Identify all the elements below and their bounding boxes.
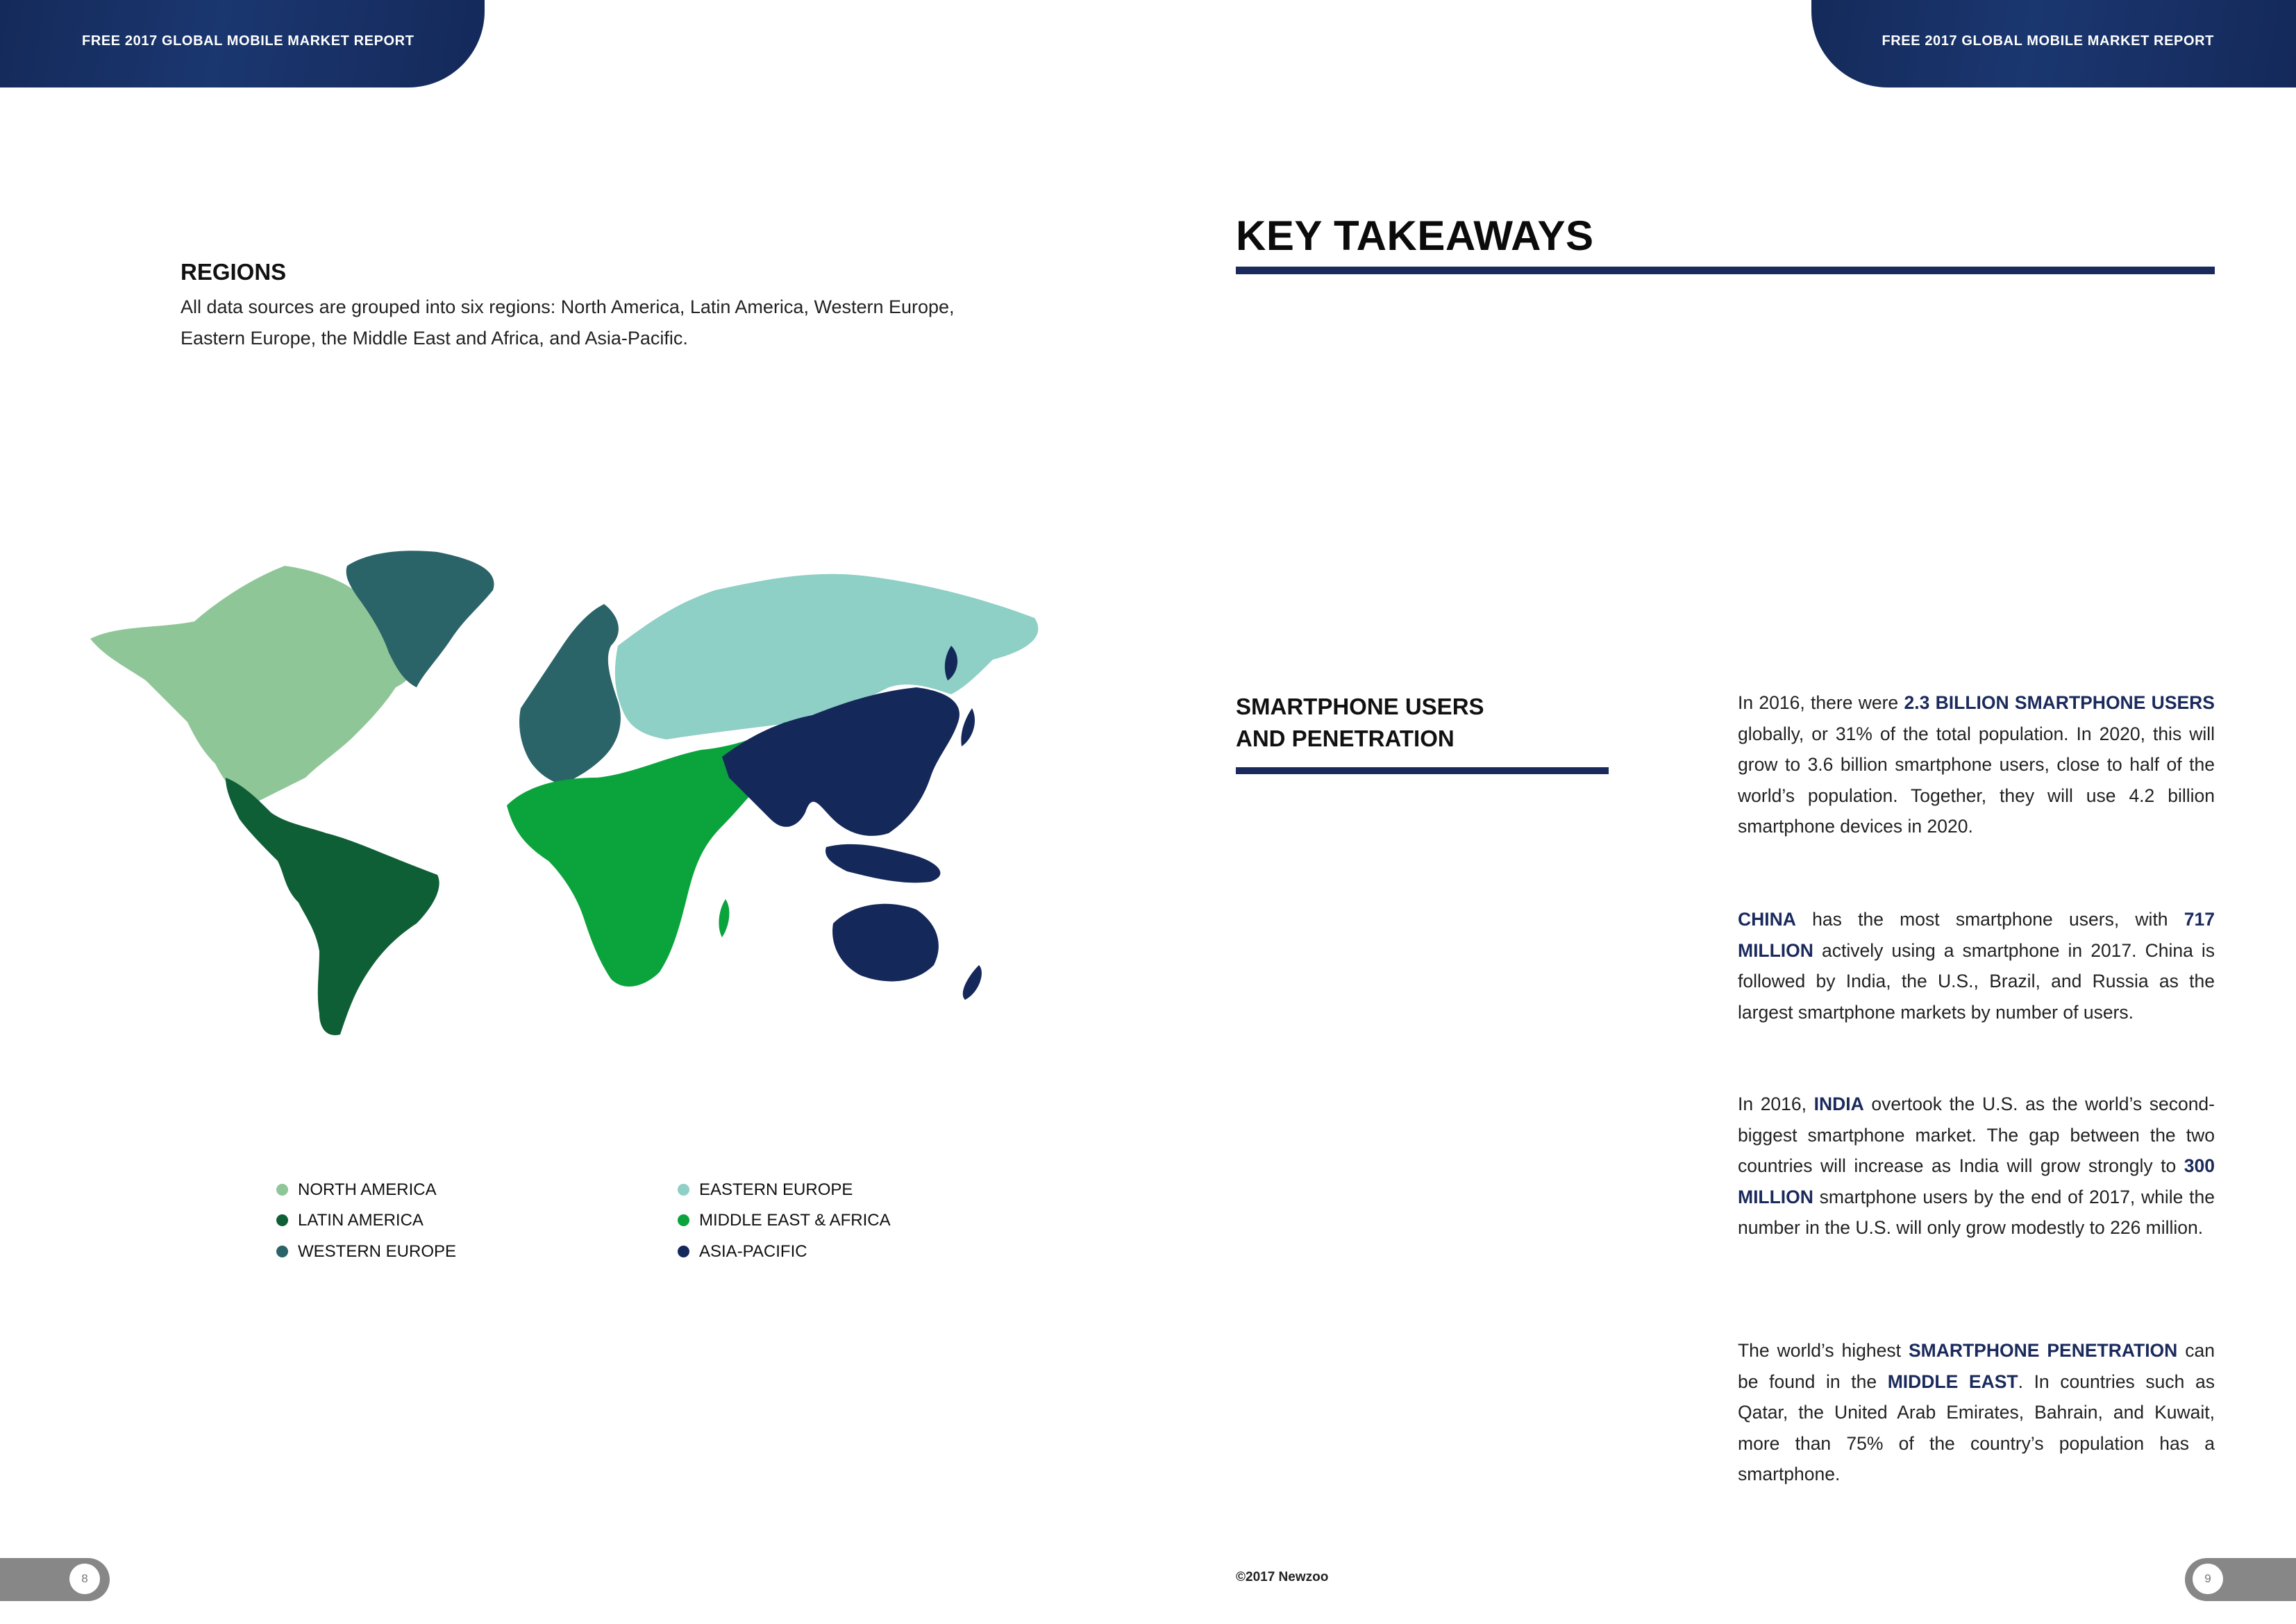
legend-dot	[276, 1246, 288, 1257]
paragraph-india: In 2016, INDIA overtook the U.S. as the world’s second-biggest smartphone market. The gap between the two countries will increase as India will grow strongly to 300 MILLION smartphone users by the end of 2017, while the number in the U.S. will only grow modestly to 226 million.	[1738, 1094, 2215, 1238]
section-title-line-1: SMARTPHONE USERS	[1236, 694, 1484, 719]
paragraph-china: CHINA has the most smartphone users, with 717 MILLION actively using a smartphone in 2017. China is followed by India, the U.S., Brazil, and Russia as the largest smartphone markets by number of users.	[1738, 909, 2215, 1023]
legend-item-latin-america: LATIN AMERICA	[276, 1211, 424, 1230]
section-title-line-2: AND PENETRATION	[1236, 726, 1455, 751]
title-divider	[1236, 267, 2215, 274]
highlight: SMARTPHONE PENETRATION	[1908, 1340, 2178, 1361]
key-takeaways-title: KEY TAKEAWAYS	[1236, 212, 1594, 259]
regions-description: All data sources are grouped into six regions: North America, Latin America, Western Europe, Eastern Europe, the Middle East and Africa, and Asia-Pacific.	[181, 296, 955, 349]
legend-dot	[678, 1184, 689, 1196]
legend-item-western-europe: WESTERN EUROPE	[276, 1242, 456, 1262]
highlight: 717 MILLION	[1738, 909, 2215, 961]
paragraph-middle-east: The world’s highest SMARTPHONE PENETRATION can be found in the MIDDLE EAST. In countries such as Qatar, the United Arab Emirates, Bahrain, and Kuwait, more than 75% of the country’s population has a smartphone.	[1738, 1340, 2215, 1484]
legend-dot	[276, 1184, 288, 1196]
legend-item-middle-east-africa: MIDDLE EAST & AFRICA	[678, 1211, 891, 1230]
header-tab-left	[0, 0, 485, 87]
map-western-europe	[519, 604, 621, 785]
legend-dot	[678, 1246, 689, 1257]
world-region-map	[76, 549, 1076, 1048]
header-tab-right	[1811, 0, 2296, 87]
legend-dot	[678, 1214, 689, 1226]
paragraph-smartphone-users: In 2016, there were 2.3 BILLION SMARTPHONE USERS globally, or 31% of the total population. In 2020, this will grow to 3.6 billion smartphone users, close to half of the world’s population. Together, they will use 4.2 billion smartphone devices in 2020.	[1738, 692, 2215, 837]
page-number-left: 8	[69, 1564, 100, 1594]
legend-item-eastern-europe: EASTERN EUROPE	[678, 1180, 853, 1200]
regions-title: REGIONS	[181, 259, 287, 285]
highlight: MIDDLE EAST	[1887, 1371, 2018, 1392]
header-title-right: FREE 2017 GLOBAL MOBILE MARKET REPORT	[1882, 33, 2214, 49]
map-latin-america	[226, 778, 439, 1035]
page-number-right: 9	[2193, 1564, 2223, 1594]
legend-item-north-america: NORTH AMERICA	[276, 1180, 437, 1200]
legend-dot	[276, 1214, 288, 1226]
highlight: 300 MILLION	[1738, 1155, 2215, 1207]
copyright: ©2017 Newzoo	[1236, 1570, 1329, 1584]
highlight: CHINA	[1738, 909, 1796, 930]
header-title-left: FREE 2017 GLOBAL MOBILE MARKET REPORT	[82, 33, 414, 49]
highlight: 2.3 BILLION SMARTPHONE USERS	[1904, 692, 2215, 713]
highlight: INDIA	[1813, 1094, 1864, 1114]
legend-item-asia-pacific: ASIA-PACIFIC	[678, 1242, 807, 1262]
section-divider	[1236, 767, 1609, 774]
section-title	[1236, 691, 1484, 755]
